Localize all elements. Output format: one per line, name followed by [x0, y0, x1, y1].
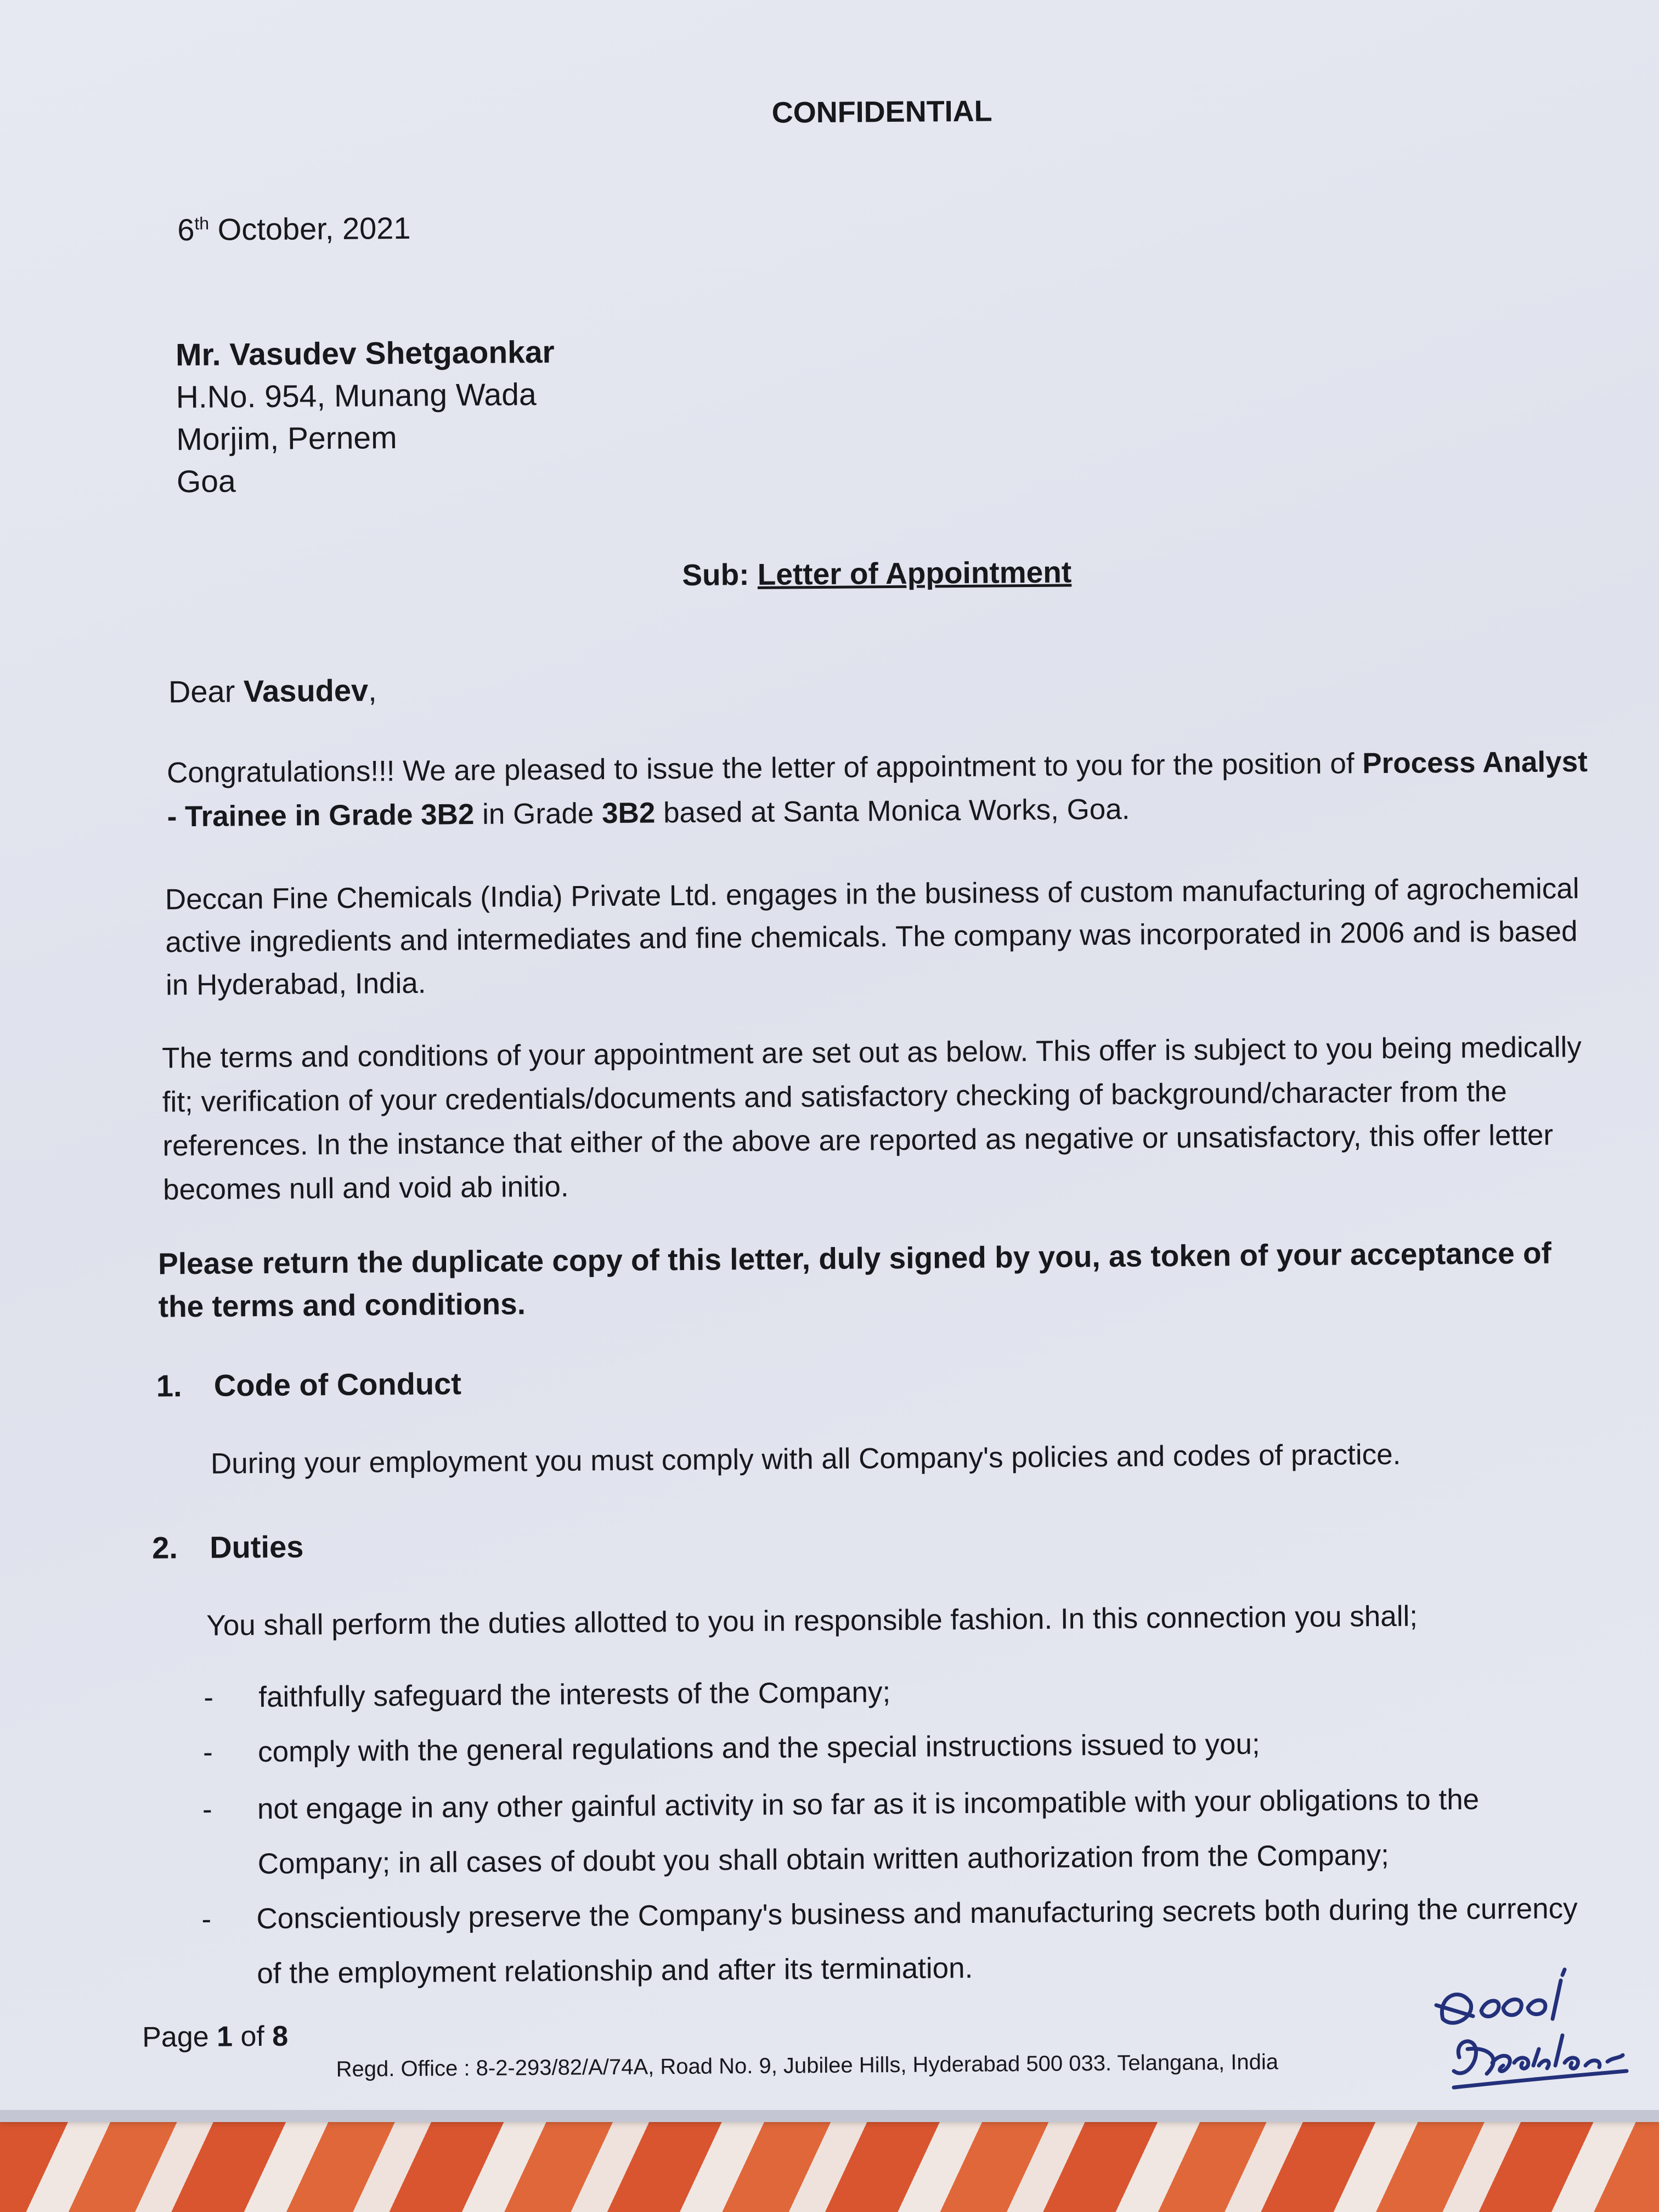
salutation-suffix: ,	[368, 673, 377, 708]
para1-text-c: in Grade	[474, 797, 602, 831]
position-title: Process Analyst - Trainee in Grade 3B2	[167, 746, 1588, 833]
recipient-address	[176, 331, 556, 503]
bullet-marker: -	[201, 1903, 212, 1936]
section-1-heading	[156, 1361, 462, 1409]
page-total: 8	[272, 2020, 289, 2052]
para1-text-e: based at Santa Monica Works, Goa.	[655, 793, 1130, 830]
bullet-marker: -	[202, 1793, 212, 1826]
signature-drawing	[1421, 1953, 1635, 2112]
page-prefix: Page	[142, 2021, 217, 2053]
duty-bullet-4	[201, 1881, 1584, 2001]
date-rest: October, 2021	[208, 210, 411, 247]
recipient-address-line2: Morjim, Pernem	[176, 420, 397, 458]
section-1-number: 1.	[156, 1368, 182, 1403]
recipient-name: Mr. Vasudev Shetgaonkar	[175, 334, 555, 373]
paragraph-return-instruction: Please return the duplicate copy of this letter, duly signed by you, as token of your acceptance of the terms and conditions.	[157, 1235, 1552, 1324]
section-2-number: 2.	[151, 1530, 178, 1565]
recipient-address-line3: Goa	[176, 464, 236, 500]
duty-bullet-text: comply with the general regulations and the special instructions issued to you;	[257, 1728, 1260, 1769]
letter-date	[177, 205, 411, 253]
background-fabric	[0, 2112, 1659, 2212]
date-day: 6	[177, 212, 195, 247]
page-of: of	[232, 2020, 273, 2053]
salutation	[168, 667, 377, 715]
handwritten-signature	[1421, 1953, 1635, 2112]
section-1-body: During your employment you must comply with all Company's policies and codes of practice.	[210, 1438, 1401, 1480]
section-1-title: Code of Conduct	[213, 1366, 462, 1403]
para1-text-a: Congratulations!!! We are pleased to issue the letter of appointment to you for the position of	[166, 747, 1363, 789]
duty-bullet-text: Conscientiously preserve the Company's business and manufacturing secrets both during the currency of the employment relationship and after its termination.	[256, 1892, 1578, 1990]
page-current: 1	[216, 2021, 233, 2053]
duty-bullet-2	[202, 1719, 1586, 1775]
subject-label: Sub:	[682, 557, 749, 592]
section-2-heading	[152, 1523, 304, 1571]
duty-bullet-3	[202, 1771, 1585, 1892]
date-suffix: th	[194, 213, 210, 234]
duty-bullet-text: not engage in any other gainful activity in so far as it is incompatible with your obligations to the Company; in all cases of doubt you shall obtain written authorization from the Company;	[257, 1783, 1480, 1881]
paragraph-company-info: Deccan Fine Chemicals (India) Private Ltd. engages in the business of custom manufacturing of agrochemical active ingredients and intermediates and fine chemicals. The company was incorporated in 2006 and is based in Hyderabad, India.	[165, 872, 1579, 1002]
paragraph-terms: The terms and conditions of your appointment are set out as below. This offer is subject to you being medically fit; verification of your credentials/documents and satisfactory checking of background/character from the references. In the instance that either of the above are reported as negative or unsatisfactory, this offer letter becomes null and void ab initio.	[161, 1031, 1582, 1206]
page-number	[142, 2015, 289, 2059]
bullet-marker: -	[204, 1681, 214, 1714]
bullet-marker: -	[202, 1736, 213, 1769]
subject-line	[682, 549, 1071, 597]
duty-bullet-text: faithfully safeguard the interests of the Company;	[258, 1676, 891, 1714]
paragraph-congratulations	[167, 740, 1599, 839]
salutation-prefix: Dear	[168, 674, 244, 709]
salutation-name: Vasudev	[243, 673, 369, 709]
registered-office-address: Regd. Office : 8-2-293/82/A/74A, Road No. 9, Jubilee Hills, Hyderabad 500 033. Telangana, India	[336, 2050, 1279, 2082]
subject-text: Letter of Appointment	[757, 555, 1072, 591]
confidential-heading: CONFIDENTIAL	[771, 94, 992, 129]
section-2-title: Duties	[209, 1529, 304, 1565]
section-2-body: You shall perform the duties allotted to you in responsible fashion. In this connection you shall;	[206, 1600, 1418, 1642]
grade-value: 3B2	[601, 797, 656, 830]
duty-bullet-1	[204, 1664, 1587, 1720]
recipient-address-line1: H.No. 954, Munang Wada	[176, 377, 537, 415]
